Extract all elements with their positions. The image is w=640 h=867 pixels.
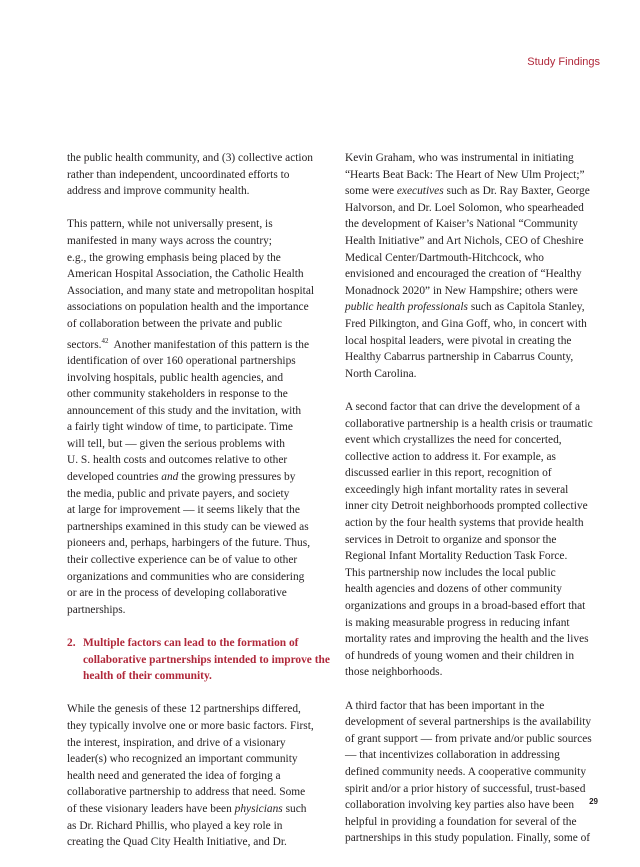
text-line: organizations and communities who are considering — [67, 570, 305, 583]
text-line: announcement of this study and the invitation, with — [67, 404, 302, 417]
text-line: partnerships examined in this study can be viewed as — [67, 520, 309, 533]
text-line: Regional Infant Mortality Reduction Task Force. — [345, 550, 568, 563]
paragraph-lines — [67, 216, 329, 332]
text-line: manifested in many ways across the country; — [67, 234, 272, 247]
paragraph — [345, 698, 607, 847]
text-line: collaboration involving key parties also have been — [345, 799, 575, 812]
text-line: their collective experience can be of value to other — [67, 554, 298, 567]
paragraph-lines — [67, 486, 329, 619]
paragraph — [67, 701, 329, 850]
heading-number: 2. — [67, 637, 76, 650]
text-line: defined community needs. A cooperative community — [345, 765, 587, 778]
text-line: action by the four health systems that provide health — [345, 517, 584, 530]
text-line: development of several partnerships is the availability — [345, 716, 592, 729]
footnote-ref: 42 — [101, 336, 109, 345]
text-line: pioneers and, perhaps, harbingers of the future. Thus, — [67, 537, 311, 550]
text-line: associations on population health and the importance — [67, 301, 309, 314]
text-line: public health professionals such as Capitola Stanley, — [345, 301, 585, 314]
text-line: discussed earlier in this report, recognition of — [345, 467, 552, 480]
text-line: organizations and groups in a broad-based effort that — [345, 600, 586, 613]
text-line: the interest, inspiration, and drive of a visionary — [67, 736, 286, 749]
text-line: While the genesis of these 12 partnerships differed, — [67, 703, 301, 716]
text-line: health need and generated the idea of forging a — [67, 769, 281, 782]
text-line: U. S. health costs and outcomes relative to other — [67, 454, 288, 467]
text-line: collaborative partnership to address that need. Some — [67, 786, 306, 799]
paragraph-lines — [345, 316, 607, 382]
text-line: This pattern, while not universally present, is — [67, 218, 273, 231]
text-line: event which crystallizes the need for concerted, — [345, 434, 562, 447]
paragraph-lines — [67, 701, 329, 801]
emphasis: public health professionals — [345, 301, 468, 314]
text-line: at large for improvement — it seems likely that the — [67, 504, 300, 517]
text-line: or are in the process of developing collaborative — [67, 587, 287, 600]
text-line: some were executives such as Dr. Ray Baxter, George — [345, 185, 590, 198]
text-line: collaborative partnership is a health crisis or traumatic — [345, 417, 593, 430]
paragraph-lines — [67, 353, 329, 469]
text-line: as Dr. Richard Phillis, who played a key role in — [67, 819, 283, 832]
text-line: partnerships in this study population. Finally, some of — [345, 832, 591, 845]
text-line: other community stakeholders in response to the — [67, 388, 288, 401]
text-line: partnerships. — [67, 603, 126, 616]
text-line: involving hospitals, public health agencies, and — [67, 371, 284, 384]
text-line: Medical Center/Dartmouth-Hitchcock, who — [345, 251, 544, 264]
text-line: rather than independent, uncoordinated efforts to — [67, 168, 290, 181]
text-line: identification of over 160 operational partnerships — [67, 354, 296, 367]
text-line: spirit and/or a prior history of successful, trust-based — [345, 782, 586, 795]
text-line: e.g., the growing emphasis being placed by the — [67, 251, 281, 264]
text-line: health agencies and dozens of other community — [345, 583, 562, 596]
text-line: leader(s) who recognized an important community — [67, 753, 298, 766]
text-line: they typically involve one or more basic factors. First, — [67, 719, 314, 732]
text-line: collective action to address it. For example, as — [345, 450, 556, 463]
text-line: Healthy Cabarrus partnership in Cabarrus County, — [345, 351, 574, 364]
text-line: creating the Quad City Health Initiative, and Dr. — [67, 836, 287, 849]
text-line: This partnership now includes the local public — [345, 566, 556, 579]
text-line: is making measurable progress in reducing infant — [345, 616, 570, 629]
text-line: the media, public and private payers, and society — [67, 487, 290, 500]
text-line: local hospital leaders, were pivotal in creating the — [345, 334, 572, 347]
right-column — [345, 150, 607, 864]
section-header: Study Findings — [527, 56, 600, 68]
paragraph — [67, 150, 329, 200]
text-line: A second factor that can drive the development of a — [345, 400, 580, 413]
paragraph-lines — [67, 818, 329, 851]
text-line: the development of Kaiser’s National “Community — [345, 218, 578, 231]
text-line: envisioned and encouraged the creation of “Healthy — [345, 268, 582, 281]
paragraph — [345, 150, 607, 382]
text-line: of these visionary leaders have been physicians such — [67, 802, 307, 815]
paragraph — [345, 399, 607, 681]
text-line: those neighborhoods. — [345, 666, 443, 679]
paragraph-lines — [345, 200, 607, 300]
text-line: North Carolina. — [345, 367, 417, 380]
text-line: helpful in providing a foundation for several of the — [345, 815, 577, 828]
text-line: inner city Detroit neighborhoods prompted collective — [345, 500, 588, 513]
page-number: 29 — [589, 797, 598, 806]
text-line: of hundreds of young women and their children in — [345, 649, 575, 662]
emphasis: executives — [396, 185, 444, 198]
emphasis: and — [161, 471, 179, 484]
text-line: of grant support — from private and/or public sources — [345, 732, 592, 745]
text-line: of collaboration between the private and public — [67, 317, 283, 330]
paragraph — [67, 216, 329, 618]
text-line: exceedingly high infant mortality rates in several — [345, 483, 569, 496]
text-line: services in Detroit to organize and sponsor the — [345, 533, 557, 546]
text-line: American Hospital Association, the Catholic Health — [67, 268, 304, 281]
text-line: Association, and many state and metropolitan hospital — [67, 284, 315, 297]
text-line: Monadnock 2020” in New Hampshire; others were — [345, 284, 578, 297]
text-line: the public health community, and (3) collective action — [67, 152, 313, 164]
heading-line: collaborative partnerships intended to improve the — [83, 653, 330, 666]
paragraph-lines — [345, 150, 607, 183]
text-line: will tell, but — given the serious problems with — [67, 437, 285, 450]
text-line: mortality rates and improving the health and the lives — [345, 633, 589, 646]
text-line: Halvorson, and Dr. Loel Solomon, who spearheaded — [345, 201, 584, 214]
text-line: a fairly tight window of time, to participate. Time — [67, 421, 293, 434]
emphasis: physicians — [234, 802, 283, 815]
text-line: sectors.$^{42}$ Another manifestation of this pattern is the — [67, 336, 310, 351]
text-line: Fred Pilkington, and Gina Goff, who, in concert with — [345, 317, 587, 330]
heading-line: health of their community. — [83, 670, 212, 683]
section-heading — [67, 635, 329, 685]
text-line: A third factor that has been important in the — [345, 699, 545, 712]
text-line: “Hearts Beat Back: The Heart of New Ulm Project;” — [345, 168, 585, 181]
text-line: address and improve community health. — [67, 185, 250, 198]
left-column — [67, 150, 329, 867]
text-line: — that incentivizes collaboration in addressing — [345, 749, 560, 762]
text-line: Kevin Graham, who was instrumental in initiating — [345, 152, 574, 164]
text-line: developed countries and the growing pressures by — [67, 471, 296, 484]
heading-line: 2. Multiple factors can lead to the formation of — [67, 635, 329, 652]
text-line: Health Initiative” and Art Nichols, CEO of Cheshire — [345, 234, 584, 247]
